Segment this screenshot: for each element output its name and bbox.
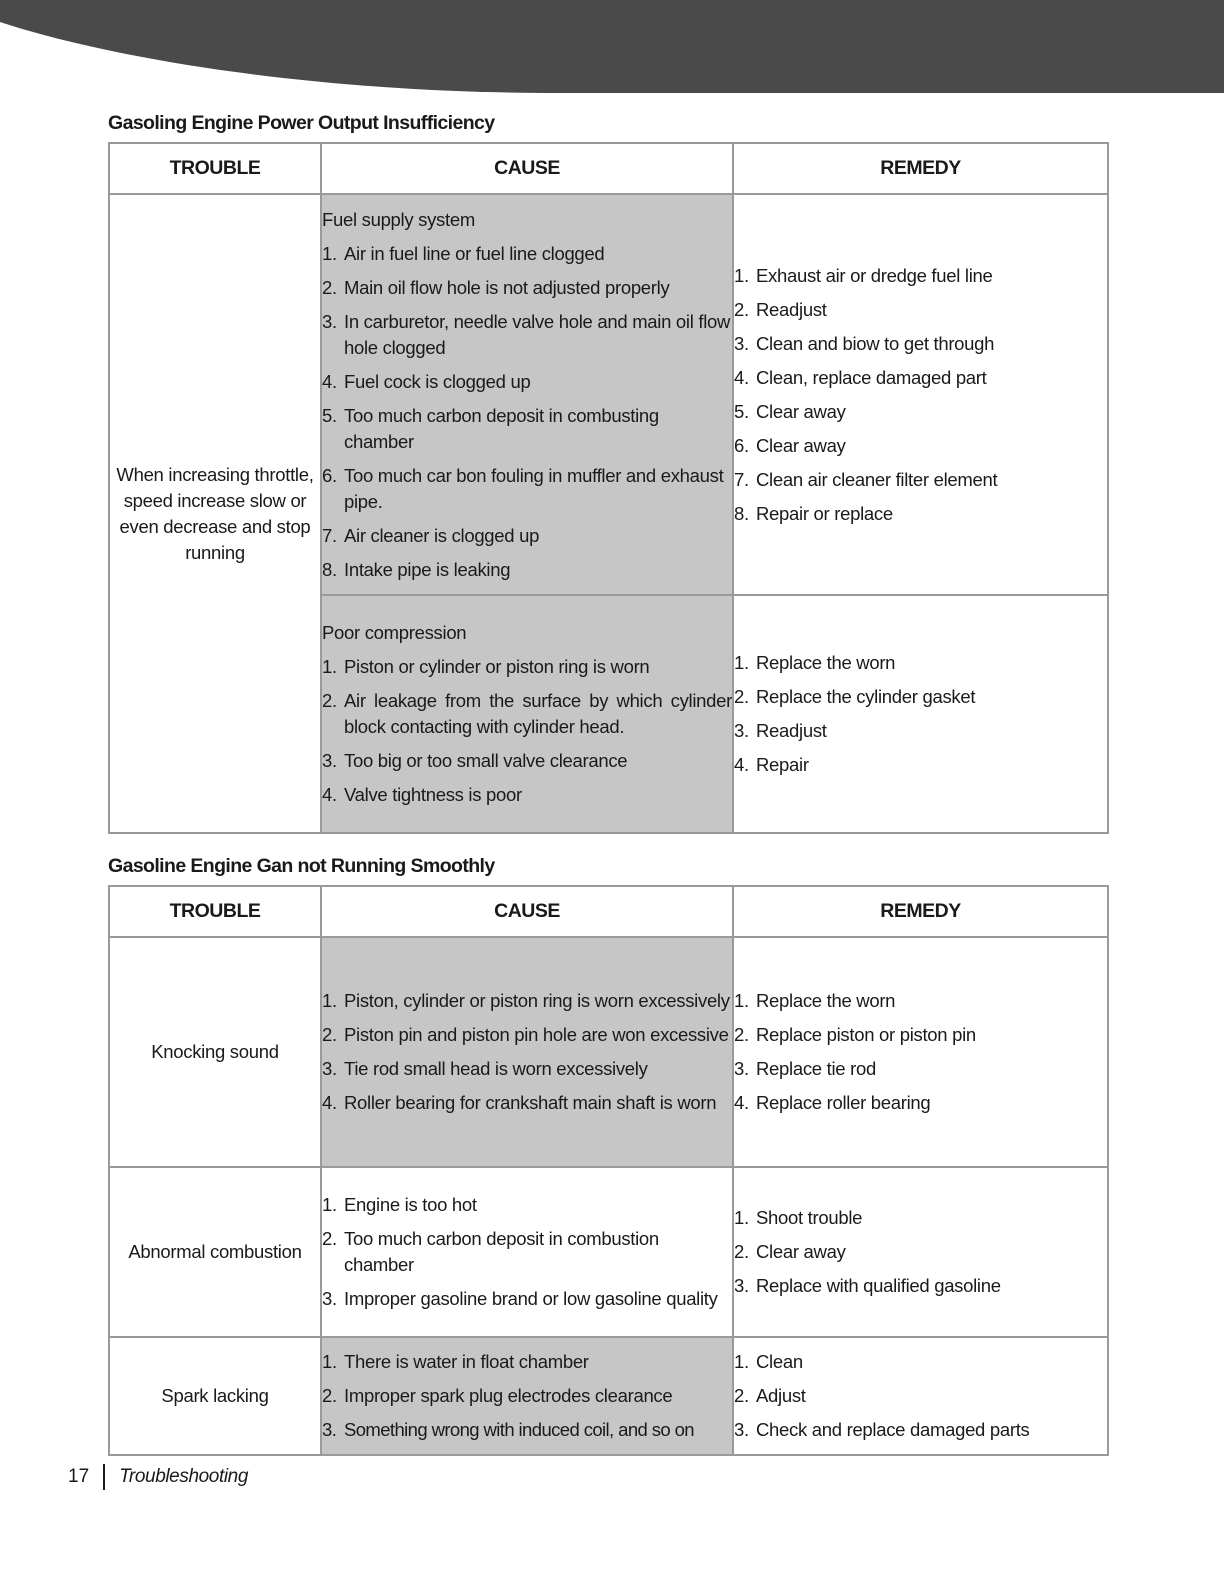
trouble-cell: Knocking sound [109,937,321,1167]
table-row [109,1167,1108,1337]
trouble-cell: When increasing throttle, speed increase slow or even decrease and stop running [109,194,321,833]
section-title-not-running-smoothly: Gasoline Engine Gan not Running Smoothly [108,855,495,877]
list-item: 3. Something wrong with induced coil, and so on [322,1419,694,1440]
remedy-list [734,1349,1107,1443]
list-item: 2. Readjust [734,298,827,320]
list-item: 3. Improper gasoline brand or low gasoline quality [322,1288,718,1309]
list-item: 2. Improper spark plug electrodes clearance [322,1385,673,1406]
list-item: 2. Replace the cylinder gasket [734,686,976,707]
list-item: 1. Exhaust air or dredge fuel line [734,264,993,286]
list-item: 1. Shoot trouble [734,1207,863,1228]
remedy-cell [733,194,1108,595]
list-item: 4. Clean, replace damaged part [734,366,987,388]
list-item: 3. Too big or too small valve clearance [322,750,628,771]
trouble-cell: Spark lacking [109,1337,321,1455]
list-item: 2. Piston pin and piston pin hole are won excessive [322,1024,729,1045]
list-item: 1. Engine is too hot [322,1194,477,1215]
list-item: 3. In carburetor, needle valve hole and main oil flow hole clogged [322,310,731,358]
list-item: 5. Too much carbon deposit in combusting chamber [322,404,659,452]
remedy-cell [733,595,1108,833]
table-row [109,937,1108,1167]
column-header-cause: CAUSE [321,143,733,194]
footer-divider [103,1464,105,1490]
list-item: 1. Air in fuel line or fuel line clogged [322,242,605,264]
column-header-trouble: TROUBLE [109,886,321,937]
troubleshooting-table-not-running-smoothly [108,885,1109,1456]
page-footer [68,1463,248,1491]
header-band [0,0,1224,95]
list-item: 2. Too much carbon deposit in combustion chamber [322,1228,659,1275]
remedy-list [734,988,1107,1116]
cause-cell [321,595,733,833]
cause-cell [321,1167,733,1337]
remedy-list [734,263,1107,527]
column-header-remedy: REMEDY [733,143,1108,194]
troubleshooting-table-power-output [108,142,1109,834]
list-item: 1. Replace the worn [734,990,896,1011]
list-item: 7. Clean air cleaner filter element [734,468,998,490]
trouble-cell: Abnormal combustion [109,1167,321,1337]
page-number: 17 [68,1466,90,1487]
cause-cell [321,937,733,1167]
column-header-trouble: TROUBLE [109,143,321,194]
list-item: 3. Readjust [734,720,827,741]
list-item: 6. Clear away [734,434,846,456]
list-item: 8. Repair or replace [734,502,893,524]
list-item: 1. Piston or cylinder or piston ring is worn [322,656,650,677]
column-header-cause: CAUSE [321,886,733,937]
list-item: 3. Tie rod small head is worn excessively [322,1058,648,1079]
list-item: 7. Air cleaner is clogged up [322,524,540,546]
cause-group-label: Fuel supply system [322,208,475,230]
cause-list [322,988,732,1116]
table-header-row [109,886,1108,937]
section-title-power-output: Gasoling Engine Power Output Insufficiency [108,112,495,134]
list-item: 4. Replace roller bearing [734,1092,931,1113]
list-item: 3. Clean and biow to get through [734,332,995,354]
list-item: 2. Main oil flow hole is not adjusted properly [322,276,670,298]
cause-list [322,654,732,808]
cause-cell [321,1337,733,1455]
section-name: Troubleshooting [119,1466,248,1487]
list-item: 3. Replace with qualified gasoline [734,1275,1001,1296]
header-band-shape [0,0,1224,93]
list-item: 2. Air leakage from the surface by which cylinder block contacting with cylinder head. [322,690,732,737]
list-item: 2. Replace piston or piston pin [734,1024,976,1045]
list-item: 6. Too much car bon fouling in muffler and exhaust pipe. [322,464,724,512]
remedy-list [734,650,1107,778]
list-item: 4. Fuel cock is clogged up [322,370,531,392]
list-item: 1. Replace the worn [734,652,896,673]
list-item: 1. Clean [734,1351,803,1372]
table-row [109,194,1108,595]
list-item: 2. Adjust [734,1385,806,1406]
table-row [109,1337,1108,1455]
list-item: 1. There is water in float chamber [322,1351,589,1372]
cause-cell [321,194,733,595]
list-item: 4. Repair [734,754,809,775]
list-item: 5. Clear away [734,400,846,422]
list-item: 8. Intake pipe is leaking [322,558,511,580]
cause-list [322,241,732,583]
remedy-cell [733,937,1108,1167]
list-item: 1. Piston, cylinder or piston ring is worn excessively [322,990,730,1011]
cause-list [322,1349,732,1443]
list-item: 3. Check and replace damaged parts [734,1419,1030,1440]
column-header-remedy: REMEDY [733,886,1108,937]
remedy-list [734,1205,1107,1299]
remedy-cell [733,1337,1108,1455]
table-header-row [109,143,1108,194]
list-item: 4. Valve tightness is poor [322,784,522,805]
cause-group-label: Poor compression [322,622,467,643]
remedy-cell [733,1167,1108,1337]
cause-list [322,1192,732,1312]
list-item: 2. Clear away [734,1241,846,1262]
list-item: 4. Roller bearing for crankshaft main shaft is worn [322,1092,717,1113]
list-item: 3. Replace tie rod [734,1058,876,1079]
